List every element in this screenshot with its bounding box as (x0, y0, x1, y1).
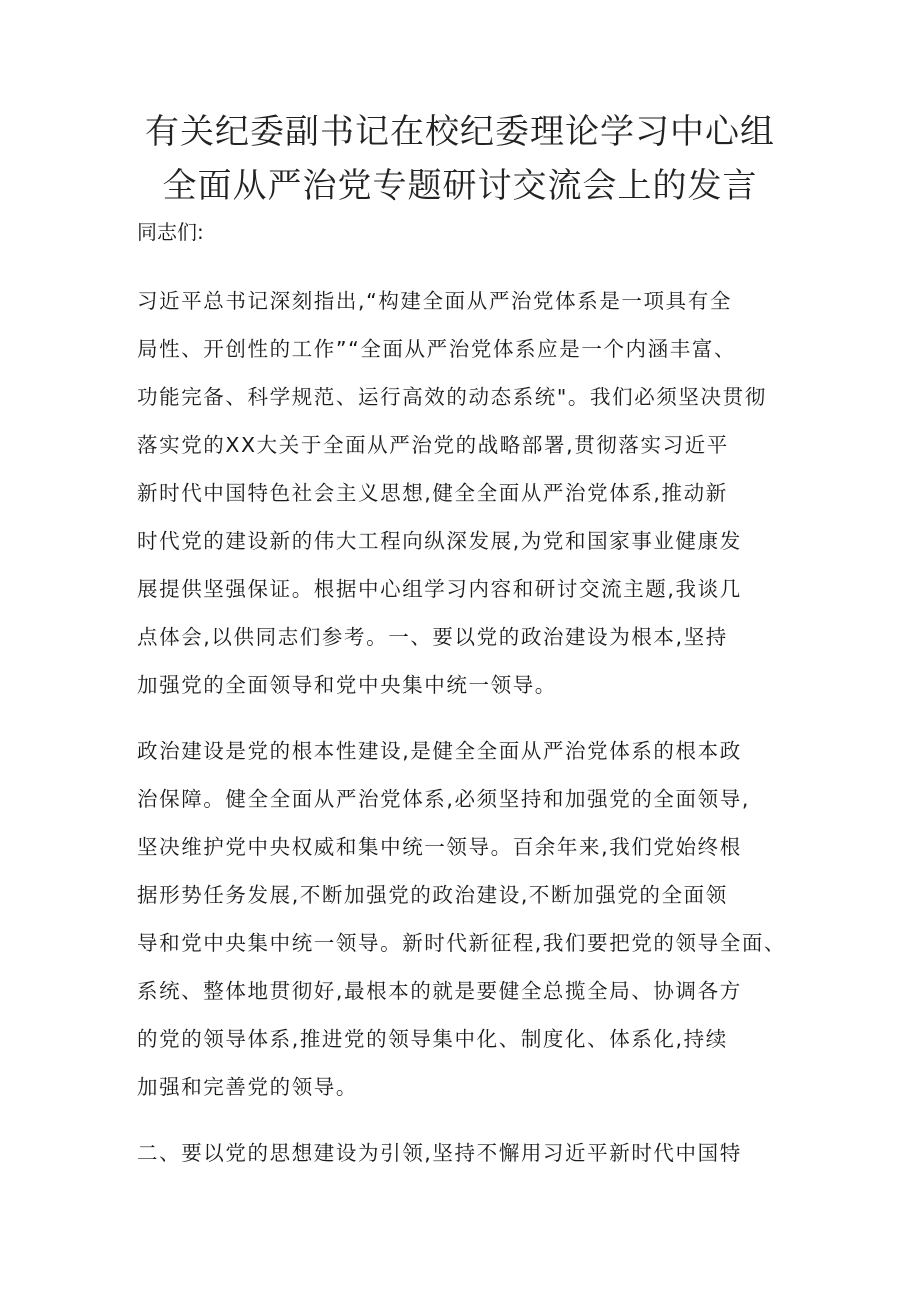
paragraph-line: 系统、整体地贯彻好,最根本的就是要健全总揽全局、协调各方 (137, 979, 742, 1003)
document-title (0, 105, 920, 213)
paragraph-line: 政治建设是党的根本性建设,是健全全面从严治党体系的根本政 (137, 739, 742, 763)
paragraph-line: 新时代中国特色社会主义思想,健全全面从严治党体系,推动新 (137, 481, 728, 505)
document-body (137, 212, 797, 1195)
paragraph-line: 导和党中央集中统一领导。新时代新征程,我们要把党的领导全面、 (137, 931, 787, 955)
paragraph-line: 功能完备、科学规范、运行高效的动态系统"。我们必须坚决贯彻 (137, 385, 767, 409)
title-line-1: 有关纪委副书记在校纪委理论学习中心组 (145, 112, 775, 152)
paragraph-line: 的党的领导体系,推进党的领导集中化、制度化、体系化,持续 (137, 1027, 728, 1051)
paragraph-line: 据形势任务发展,不断加强党的政治建设,不断加强党的全面领 (137, 883, 728, 907)
paragraph-line: 局性、开创性的工作”“全面从严治党体系应是一个内涵丰富、 (137, 337, 737, 361)
paragraph-line: 落实党的XX大关于全面从严治党的战略部署,贯彻落实习近平 (137, 433, 729, 457)
paragraph-line: 二、要以党的思想建设为引领,坚持不懈用习近平新时代中国特 (137, 1141, 742, 1165)
paragraph-2 (137, 727, 797, 1111)
paragraph-1 (137, 277, 797, 709)
paragraph-line: 展提供坚强保证。根据中心组学习内容和研讨交流主题,我谈几 (137, 577, 742, 601)
paragraph-line: 治保障。健全全面从严治党体系,必须坚持和加强党的全面领导, (137, 787, 750, 811)
paragraph-3 (137, 1129, 797, 1177)
paragraph-line: 加强党的全面领导和党中央集中统一领导。 (137, 673, 557, 697)
greeting: 同志们: (137, 220, 204, 244)
title-line-2: 全面从严治党专题研讨交流会上的发言 (162, 166, 758, 206)
paragraph-line: 坚决维护党中央权威和集中统一领导。百余年来,我们党始终根 (137, 835, 742, 859)
paragraph-line: 时代党的建设新的伟大工程向纵深发展,为党和国家事业健康发 (137, 529, 742, 553)
paragraph-line: 加强和完善党的领导。 (137, 1075, 358, 1099)
paragraph-line: 点体会,以供同志们参考。一、要以党的政治建设为根本,坚持 (137, 625, 728, 649)
paragraph-line: 习近平总书记深刻指出,“构建全面从严治党体系是一项具有全 (137, 289, 732, 313)
